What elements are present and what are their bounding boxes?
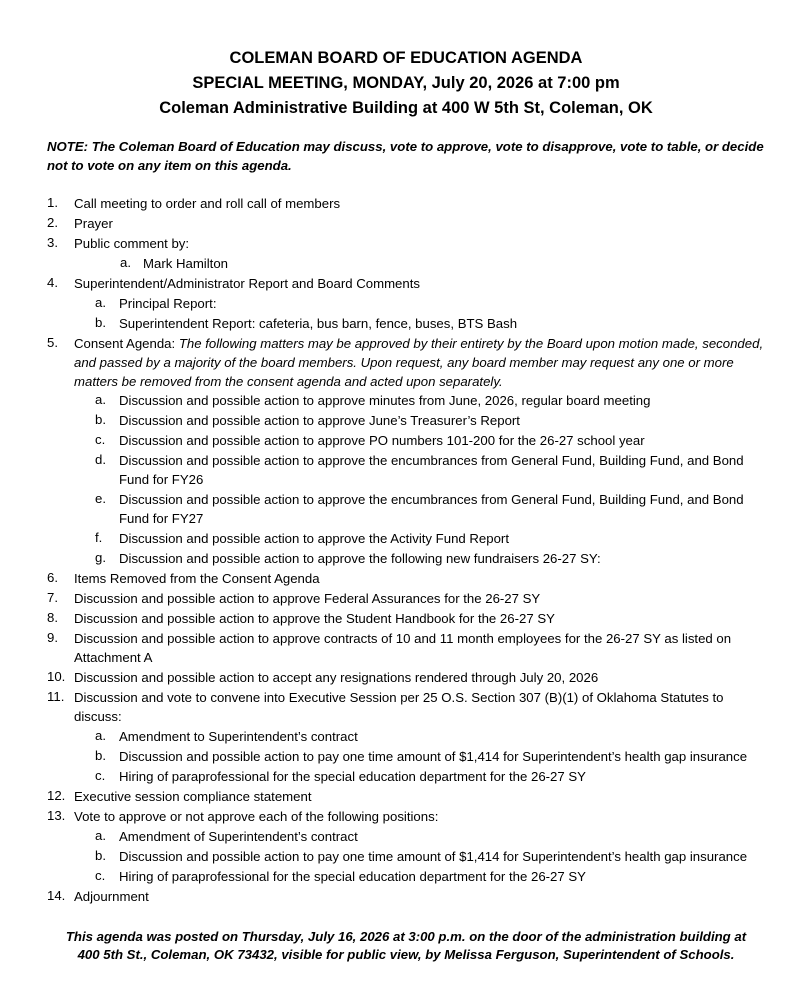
subitem-letter: a. (95, 295, 106, 310)
agenda-note: NOTE: The Coleman Board of Education may discuss, vote to approve, vote to disapprove, vote to table, or decide not to vote on any item on this agenda. (47, 139, 764, 173)
subitem-letter: f. (95, 530, 103, 545)
item-text: Discussion and possible action to approve Federal Assurances for the 26-27 SY (74, 591, 541, 606)
subitem-text: Discussion and possible action to approve the following new fundraisers 26-27 SY: (119, 551, 601, 566)
agenda-subitem (0, 410, 812, 430)
item-text: Adjournment (74, 889, 149, 904)
subitem-letter: a. (95, 728, 106, 743)
subitem-text: Discussion and possible action to pay one time amount of $1,414 for Superintendent’s health gap insurance (119, 749, 748, 764)
agenda-item (0, 213, 812, 233)
subitem-text: Mark Hamilton (143, 256, 229, 271)
agenda-item (0, 786, 812, 806)
agenda-subitem (0, 253, 812, 273)
subitem-text: Hiring of paraprofessional for the special education department for the 26-27 SY (119, 769, 586, 784)
agenda-subitem (0, 430, 812, 450)
subitem-text: Principal Report: (119, 296, 217, 311)
agenda-item (0, 568, 812, 588)
posting-notice: This agenda was posted on Thursday, July 16, 2026 at 3:00 p.m. on the door of the administration building at 400 5th St., Coleman, OK 73432, visible for public view, by Melissa Ferguson, Superintendent of Schools. (65, 929, 747, 962)
agenda-item (0, 273, 812, 293)
subitem-text: Discussion and possible action to approve minutes from June, 2026, regular board meeting (119, 393, 651, 408)
item-number: 8. (47, 610, 58, 625)
agenda-header (0, 46, 812, 121)
item-text: Items Removed from the Consent Agenda (74, 571, 320, 586)
agenda-subitem (0, 726, 812, 746)
subitem-text: Discussion and possible action to approve PO numbers 101-200 for the 26-27 school year (119, 433, 645, 448)
subitem-letter: c. (95, 432, 106, 447)
item-text: Superintendent/Administrator Report and Board Comments (74, 276, 420, 291)
agenda-items (0, 193, 812, 906)
agenda-subitem (0, 746, 812, 766)
item-text: Public comment by: (74, 236, 190, 251)
agenda-subitem (0, 548, 812, 568)
agenda-subitem (0, 489, 812, 528)
item-number: 12. (47, 788, 66, 803)
item-number: 14. (47, 888, 66, 903)
agenda-subitem (0, 313, 812, 333)
agenda-subitem (0, 528, 812, 548)
subitem-letter: c. (95, 768, 106, 783)
subitem-text: Discussion and possible action to approve the Activity Fund Report (119, 531, 509, 546)
agenda-subitem (0, 766, 812, 786)
header-location: Coleman Administrative Building at 400 W 5th St, Coleman, OK (159, 99, 653, 117)
agenda-item (0, 233, 812, 253)
subitem-letter: b. (95, 848, 106, 863)
agenda-item (0, 628, 812, 667)
subitem-letter: a. (120, 255, 131, 270)
subitem-text: Discussion and possible action to approve June’s Treasurer’s Report (119, 413, 520, 428)
agenda-item (0, 667, 812, 687)
item-number: 11. (47, 689, 65, 704)
item-text (74, 334, 774, 391)
subitem-text: Discussion and possible action to approve the encumbrances from General Fund, Building Fund, and Bond Fund for FY27 (119, 492, 744, 526)
item-number: 7. (47, 590, 58, 605)
item-number: 5. (47, 335, 58, 350)
consent-label: Consent Agenda: (74, 336, 179, 351)
subitem-letter: b. (95, 412, 106, 427)
header-meeting: SPECIAL MEETING, MONDAY, July 20, 2026 at 7:00 pm (192, 74, 620, 92)
item-text: Executive session compliance statement (74, 789, 312, 804)
header-title: COLEMAN BOARD OF EDUCATION AGENDA (229, 49, 583, 67)
item-text: Discussion and possible action to accept any resignations rendered through July 20, 2026 (74, 670, 599, 685)
agenda-item (0, 687, 812, 726)
subitem-letter: e. (95, 491, 106, 506)
item-number: 4. (47, 275, 58, 290)
item-text: Vote to approve or not approve each of the following positions: (74, 809, 439, 824)
subitem-text: Superintendent Report: cafeteria, bus barn, fence, buses, BTS Bash (119, 316, 518, 331)
subitem-letter: a. (95, 828, 106, 843)
agenda-item (0, 193, 812, 213)
agenda-subitem (0, 390, 812, 410)
item-number: 3. (47, 235, 58, 250)
subitem-letter: a. (95, 392, 106, 407)
agenda-subitem (0, 293, 812, 313)
item-number: 13. (47, 808, 66, 823)
subitem-letter: d. (95, 452, 106, 467)
subitem-letter: b. (95, 748, 106, 763)
item-number: 10. (47, 669, 66, 684)
item-number: 1. (47, 195, 58, 210)
agenda-subitem (0, 450, 812, 489)
item-number: 9. (47, 630, 58, 645)
item-number: 2. (47, 215, 58, 230)
agenda-subitem (0, 866, 812, 886)
subitem-text: Hiring of paraprofessional for the special education department for the 26-27 SY (119, 869, 586, 884)
subitem-text: Discussion and possible action to approve the encumbrances from General Fund, Building Fund, and Bond Fund for FY26 (119, 453, 744, 487)
item-text: Prayer (74, 216, 113, 231)
agenda-item (0, 608, 812, 628)
subitem-letter: g. (95, 550, 106, 565)
item-number: 6. (47, 570, 58, 585)
agenda-item (0, 886, 812, 906)
item-text: Discussion and possible action to approve the Student Handbook for the 26-27 SY (74, 611, 555, 626)
agenda-item (0, 333, 812, 390)
agenda-subitem (0, 826, 812, 846)
agenda-item (0, 806, 812, 826)
subitem-text: Discussion and possible action to pay one time amount of $1,414 for Superintendent’s health gap insurance (119, 849, 748, 864)
agenda-subitem (0, 846, 812, 866)
subitem-text: Amendment to Superintendent’s contract (119, 729, 358, 744)
agenda-item (0, 588, 812, 608)
item-text: Discussion and possible action to approve contracts of 10 and 11 month employees for the 26-27 SY as listed on Attachment A (74, 631, 732, 665)
consent-description: The following matters may be approved by their entirety by the Board upon motion made, seconded, and passed by a majority of the board members. Upon request, any board member may request any one or more matters be removed from the consent agenda and acted upon separately. (74, 336, 764, 389)
subitem-text: Amendment of Superintendent’s contract (119, 829, 358, 844)
item-text: Discussion and vote to convene into Executive Session per 25 O.S. Section 307 (B)(1) of Oklahoma Statutes to discuss: (74, 690, 724, 724)
subitem-letter: c. (95, 868, 106, 883)
subitem-letter: b. (95, 315, 106, 330)
item-text: Call meeting to order and roll call of members (74, 196, 341, 211)
